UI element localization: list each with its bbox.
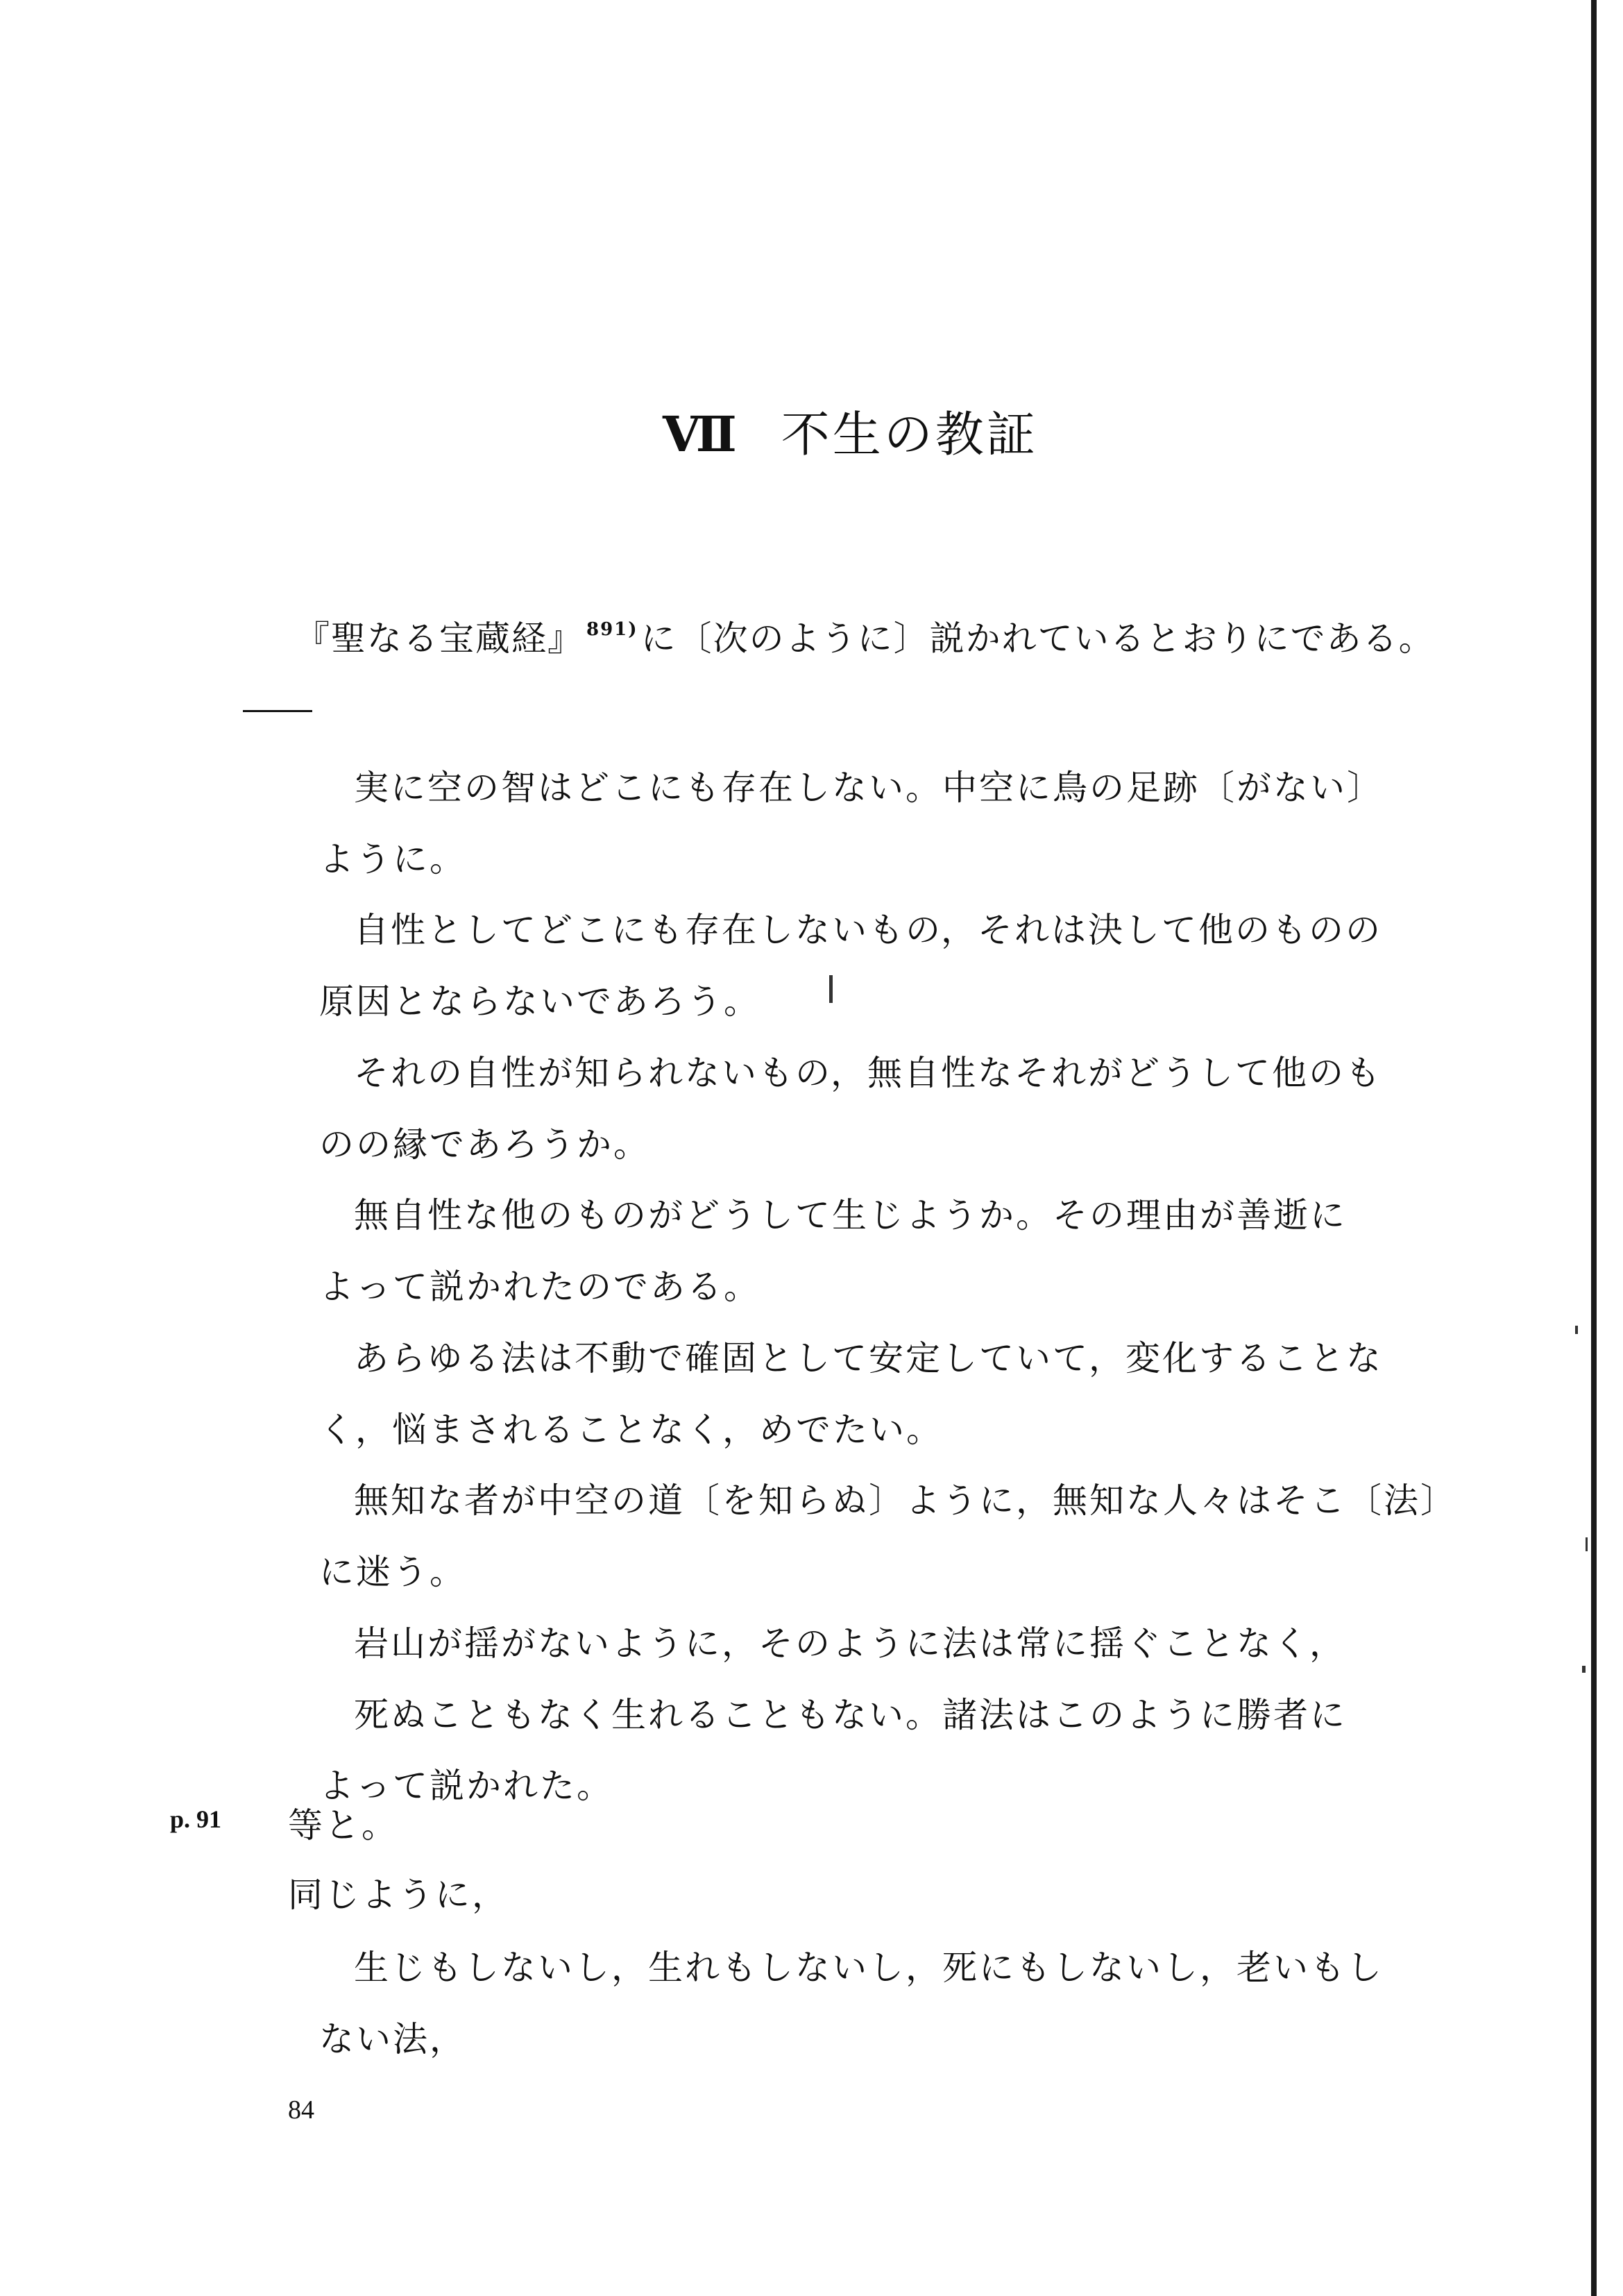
verse-line: 死ぬこともなく生れることもない。諸法はこのように勝者に — [354, 1695, 1347, 1735]
scan-mark — [1575, 1326, 1578, 1334]
chapter-heading — [663, 396, 1038, 466]
verse-line: よって説かれたのである。 — [319, 1267, 760, 1307]
verse-line: 実に空の智はどこにも存在しない。中空に鳥の足跡〔がない〕 — [354, 768, 1384, 808]
scan-mark — [1582, 1666, 1586, 1673]
verse-line: 自性としてどこにも存在しないもの，それは決して他のものの — [354, 910, 1382, 950]
verse-line: 無知な者が中空の道〔を知らぬ〕ように，無知な人々はそこ〔法〕 — [354, 1480, 1457, 1521]
divider-rule — [243, 710, 312, 712]
intro-line — [295, 611, 1435, 661]
verse-line: く，悩まされることなく，めでたい。 — [319, 1410, 943, 1450]
verse-line: 岩山が揺がないように，そのように法は常に揺ぐことなく， — [354, 1623, 1346, 1664]
verse-line: のの縁であろうか。 — [319, 1124, 650, 1165]
intro-text: に〔次のように〕説かれているとおりにである。 — [640, 618, 1435, 659]
page-number: 84 — [288, 2095, 314, 2125]
verse-line: それの自性が知られないもの，無自性なそれがどうして他のも — [354, 1053, 1382, 1093]
continuation-text: 同じように， — [288, 1875, 509, 1915]
verse-line: ように。 — [319, 839, 466, 879]
verse-line: に迷う。 — [319, 1552, 466, 1592]
chapter-title: 不生の教証 — [781, 406, 1038, 463]
closing-text: 等と。 — [288, 1805, 398, 1846]
verse-line: よって説かれた。 — [319, 1766, 613, 1806]
source-title: 『聖なる宝蔵経』 — [295, 618, 584, 659]
footnote-ref: 891) — [586, 619, 638, 640]
scan-mark — [829, 975, 833, 1003]
verse-line: ない法， — [319, 2019, 466, 2059]
chapter-number: Ⅶ — [663, 405, 740, 463]
verse-line: 無自性な他のものがどうして生じようか。その理由が善逝に — [354, 1195, 1347, 1235]
scan-border — [1591, 0, 1597, 2296]
verse-line: 原因とならないであろう。 — [319, 981, 760, 1022]
verse-line: あらゆる法は不動で確固として安定していて，変化することな — [354, 1338, 1383, 1378]
verse-line: 生じもしないし，生れもしないし，死にもしないし，老いもし — [354, 1948, 1384, 1988]
scan-mark — [1586, 1537, 1588, 1551]
page-marker: p. 91 — [170, 1805, 222, 1833]
